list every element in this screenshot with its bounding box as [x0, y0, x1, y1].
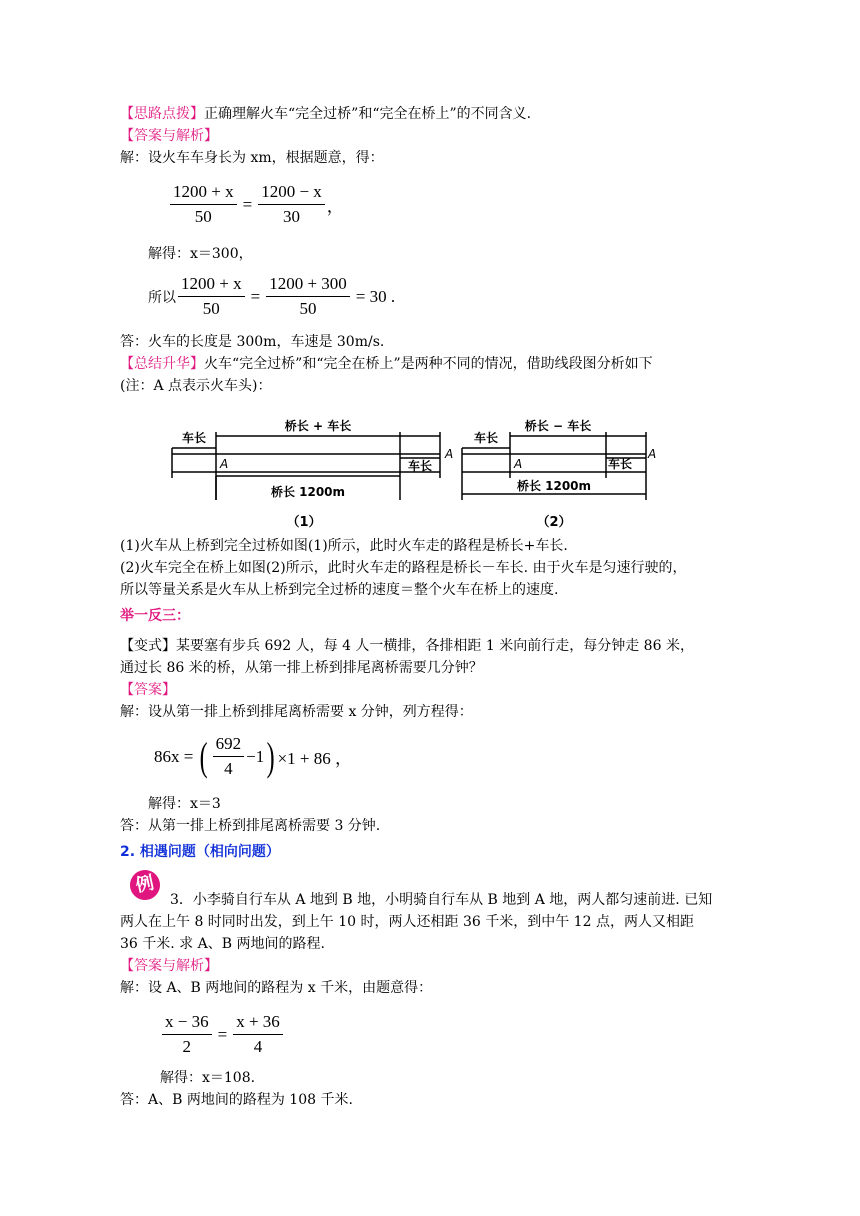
fraction-right: $\frac{1200 - x}{30}$	[258, 182, 325, 227]
solve-line-2: 解得：x＝3	[148, 796, 221, 812]
solve-line-3: 解得：x＝108.	[160, 1070, 256, 1086]
d1-bottom-label: 桥长 1200m	[270, 485, 346, 499]
solution-intro: 解：设火车车身长为 xm，根据题意，得：	[120, 150, 384, 166]
fraction-692-4: $\frac{692}{4}$	[213, 734, 245, 779]
answer-tag-3: 【答案与解析】	[120, 958, 218, 974]
explain-line-1: (1)火车从上桥到完全过桥如图(1)所示，此时火车走的路程是桥长+车长.	[120, 538, 568, 554]
fraction-left: $\frac{1200 + x}{50}$	[170, 182, 237, 227]
equation-3: 86x = ( $\frac{692}{4}$ −1 ) ×1 + 86 ，	[154, 733, 353, 779]
variant-line-2: 通过长 86 米的桥，从第一排上桥到排尾离桥需要几分钟？	[120, 660, 483, 676]
variant-line-1	[120, 636, 694, 656]
d2-car2-label: 车长	[607, 457, 633, 471]
d2-bottom-label: 桥长 1200m	[516, 479, 592, 493]
solve-line-1: 解得：x＝300，	[148, 246, 253, 262]
fraction-b: $\frac{1200 + 300}{50}$	[266, 274, 350, 319]
diagram-2	[458, 408, 658, 532]
summary-text: 火车“完全过桥”和“完全在桥上”是两种不同的情况，借助线段图分析如下	[204, 356, 653, 372]
hint-tag: 【思路点拨】	[120, 106, 204, 122]
example-line-3: 36 千米. 求 A、B 两地间的路程.	[120, 936, 325, 952]
note-line: (注：A 点表示火车头)：	[120, 378, 272, 394]
d2-point-a: A	[514, 457, 523, 471]
fraction-x-minus: $\frac{x - 36}{2}$	[162, 1012, 212, 1057]
equation-2: 所以 $\frac{1200 + x}{50}$ = $\frac{1200 + 300}{50}$ = 30 .	[148, 274, 396, 318]
d1-top-label: 桥长 + 车长	[284, 419, 352, 433]
d1-car-label: 车长	[181, 431, 207, 445]
variant-tag: 【变式】	[120, 638, 176, 654]
explain-line-2: (2)火车完全在桥上如图(2)所示，此时火车走的路程是桥长－车长. 由于火车是匀速行驶的，	[120, 560, 687, 576]
hint-text: 正确理解火车“完全过桥”和“完全在桥上”的不同含义.	[204, 106, 532, 122]
d1-caption: （1）	[286, 515, 322, 530]
explain-line-3: 所以等量关系是火车从上桥到完全过桥的速度＝整个火车在桥上的速度.	[120, 582, 559, 598]
summary-line	[120, 354, 653, 374]
d1-point-a2: A	[445, 447, 454, 461]
section-2-heading: 2. 相遇问题（相向问题）	[120, 844, 280, 860]
fraction-x-plus: $\frac{x + 36}{4}$	[233, 1012, 283, 1057]
d2-caption: （2）	[536, 515, 572, 530]
answer-line-1: 答：火车的长度是 300m，车速是 30m/s.	[120, 334, 385, 350]
answer-line-3: 答：A、B 两地间的路程为 108 千米.	[120, 1092, 353, 1108]
hint-line	[120, 104, 531, 124]
d2-top-label: 桥长 − 车长	[524, 419, 592, 433]
d2-car-label: 车长	[473, 431, 499, 445]
example-badge-icon: 例	[127, 867, 163, 903]
example-line-1: 3．小李骑自行车从 A 地到 B 地，小明骑自行车从 B 地到 A 地，两人都匀速前进. 已知	[170, 892, 713, 908]
d2-point-a2: A	[648, 447, 657, 461]
section-practice-heading: 举一反三：	[120, 608, 190, 624]
solution-intro-3: 解：设 A、B 两地间的路程为 x 千米，由题意得：	[120, 980, 433, 996]
equation-4: $\frac{x - 36}{2}$ = $\frac{x + 36}{4}$	[160, 1012, 285, 1057]
equation-1: $\frac{1200 + x}{50}$ = $\frac{1200 - x}{30}$ ，	[168, 182, 344, 227]
fraction-a: $\frac{1200 + x}{50}$	[178, 274, 245, 319]
answer-tag-2: 【答案】	[120, 682, 176, 698]
d1-car2-label: 车长	[407, 459, 433, 473]
example-line-2: 两人在上午 8 时同时出发，到上午 10 时，两人还相距 36 千米，到中午 12 点，两人又相距	[120, 914, 694, 930]
answer-line-2: 答：从第一排上桥到排尾离桥需要 3 分钟.	[120, 818, 381, 834]
solution-intro-2: 解：设从第一排上桥到排尾离桥需要 x 分钟，列方程得：	[120, 704, 473, 720]
d1-point-a: A	[220, 457, 229, 471]
diagram-1	[168, 408, 458, 532]
answer-tag-1: 【答案与解析】	[120, 128, 218, 144]
variant-text: 某要塞有步兵 692 人，每 4 人一横排，各排相距 1 米向前行走，每分钟走 86 米，	[176, 638, 694, 654]
summary-tag: 【总结升华】	[120, 356, 204, 372]
